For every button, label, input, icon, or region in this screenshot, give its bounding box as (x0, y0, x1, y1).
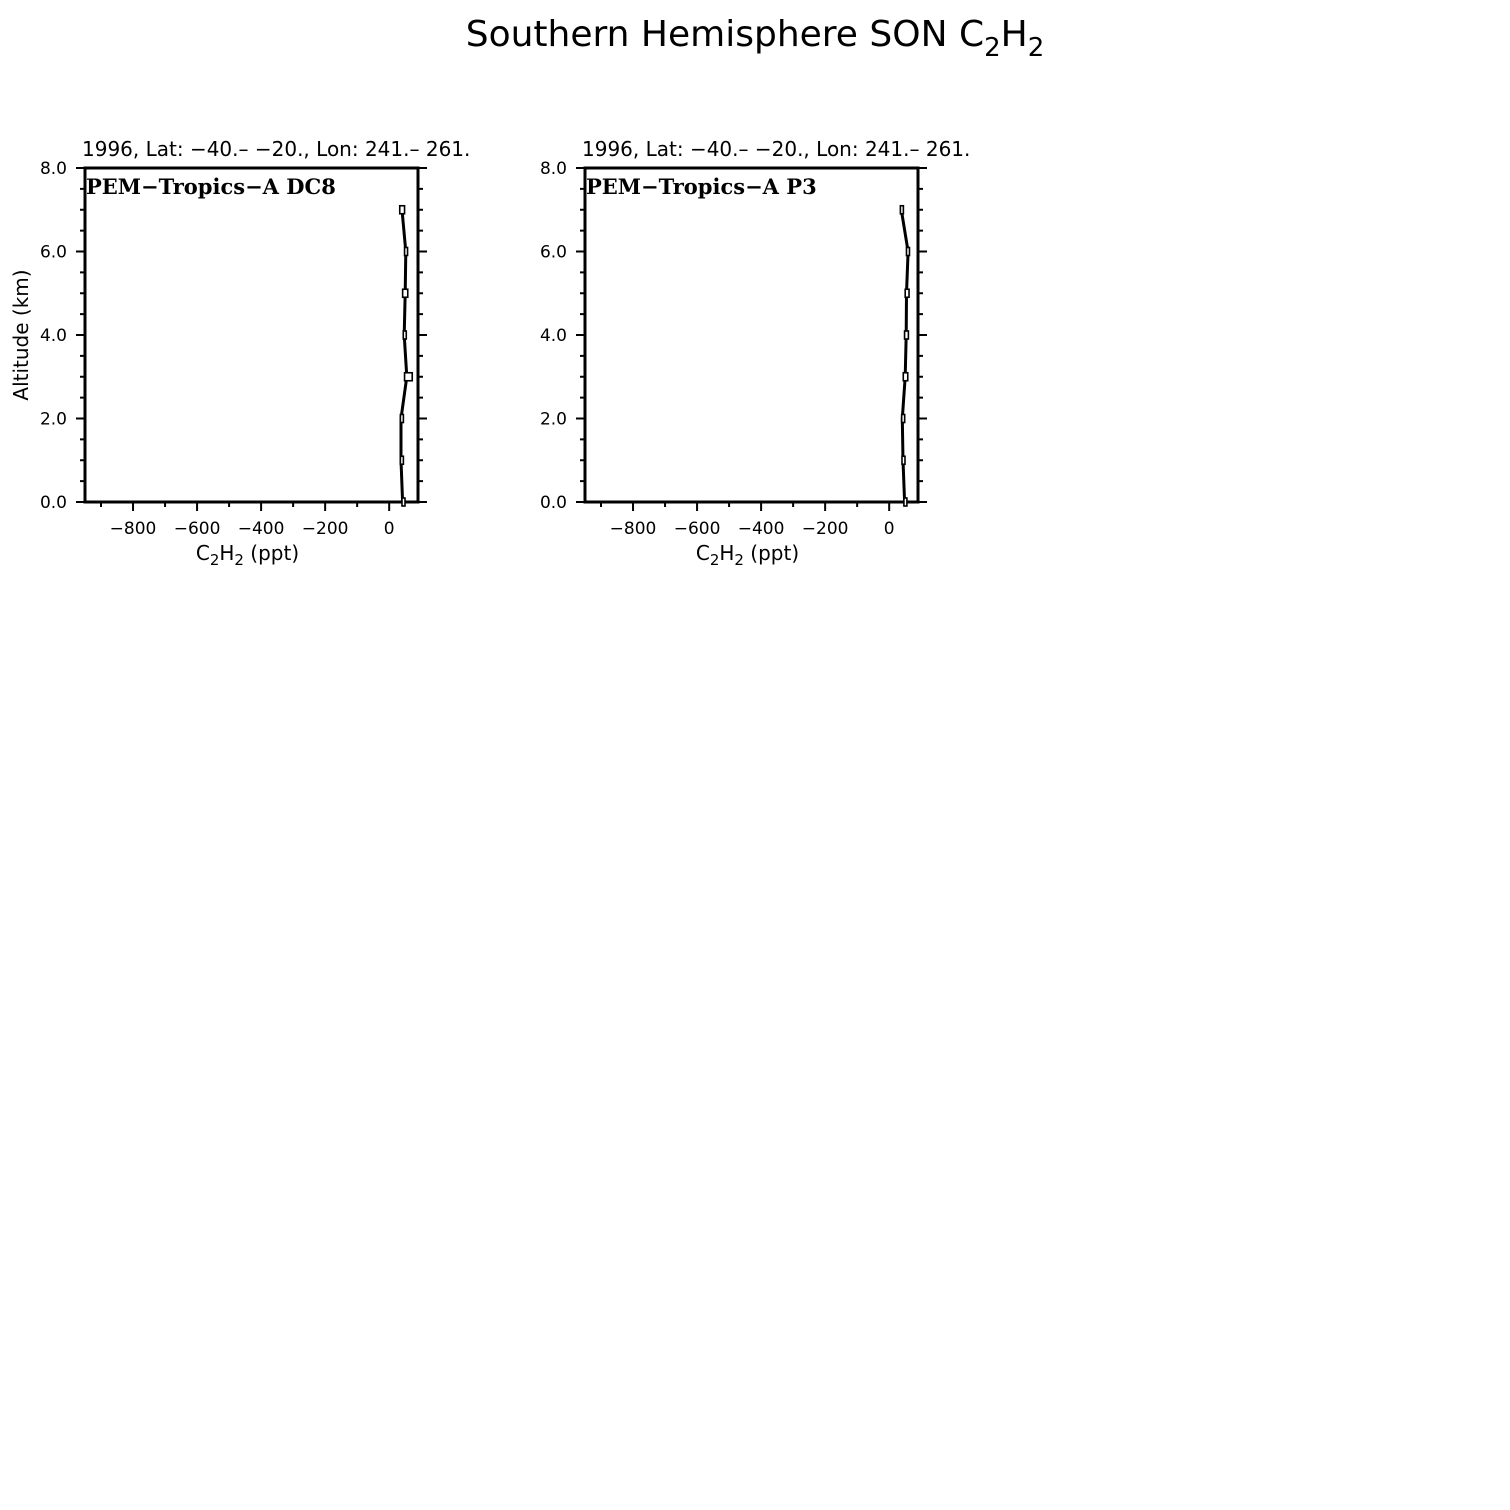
x-tick-label: −400 (237, 519, 285, 539)
data-marker (905, 331, 909, 339)
y-axis-label: Altitude (km) (9, 269, 33, 401)
panel-title: 1996, Lat: −40.– −20., Lon: 241.– 261. (582, 137, 971, 161)
chart-panel-p3 (540, 137, 970, 569)
y-tick-label: 6.0 (539, 242, 567, 263)
data-marker (903, 373, 907, 381)
y-tick-label: 2.0 (539, 409, 567, 430)
data-marker (902, 456, 905, 464)
y-tick-label: 4.0 (539, 326, 567, 346)
y-tick-label: 8.0 (39, 159, 67, 179)
x-axis-label: $C_2H_2$ (ppt) (695, 541, 800, 569)
x-tick-label: −400 (737, 519, 785, 539)
x-tick-label: −200 (801, 519, 849, 539)
panel-label: PEM−Tropics−A P3 (586, 174, 817, 199)
x-tick-label: 0 (383, 519, 395, 539)
x-tick-label: −600 (173, 519, 221, 539)
data-marker (905, 289, 909, 297)
y-tick-label: 0.0 (39, 493, 67, 513)
panel-label: PEM−Tropics−A DC8 (86, 174, 336, 199)
data-marker (400, 206, 405, 214)
figure-title-mid: H (1000, 14, 1028, 55)
figure-title-main: Southern Hemisphere SON C (465, 14, 985, 55)
panel-title: 1996, Lat: −40.– −20., Lon: 241.– 261. (82, 137, 471, 161)
data-marker (405, 248, 408, 256)
y-tick-label: 6.0 (39, 242, 67, 263)
x-tick-label: −800 (609, 519, 657, 539)
data-marker (400, 415, 403, 423)
x-tick-label: −200 (301, 519, 349, 539)
figure-title-sub1: 2 (984, 33, 1001, 63)
data-marker (400, 456, 403, 464)
data-marker (902, 415, 905, 423)
plot-frame (85, 168, 418, 502)
y-tick-label: 0.0 (539, 493, 567, 513)
figure-title-sub2: 2 (1027, 33, 1045, 63)
data-marker (904, 498, 907, 506)
y-tick-label: 8.0 (539, 159, 567, 179)
y-tick-label: 4.0 (39, 326, 67, 346)
data-marker (900, 206, 903, 214)
chart-panel-dc8 (9, 137, 470, 569)
data-marker (402, 498, 405, 506)
y-tick-label: 2.0 (39, 409, 67, 430)
data-marker (405, 373, 413, 381)
x-tick-label: −600 (673, 519, 721, 539)
data-marker (906, 248, 909, 256)
x-tick-label: −800 (109, 519, 157, 539)
data-marker (403, 289, 408, 297)
data-marker (403, 331, 406, 339)
x-tick-label: 0 (883, 519, 895, 539)
plot-frame (585, 168, 918, 502)
figure-title (466, 14, 1045, 63)
x-axis-label: $C_2H_2$ (ppt) (195, 541, 300, 569)
